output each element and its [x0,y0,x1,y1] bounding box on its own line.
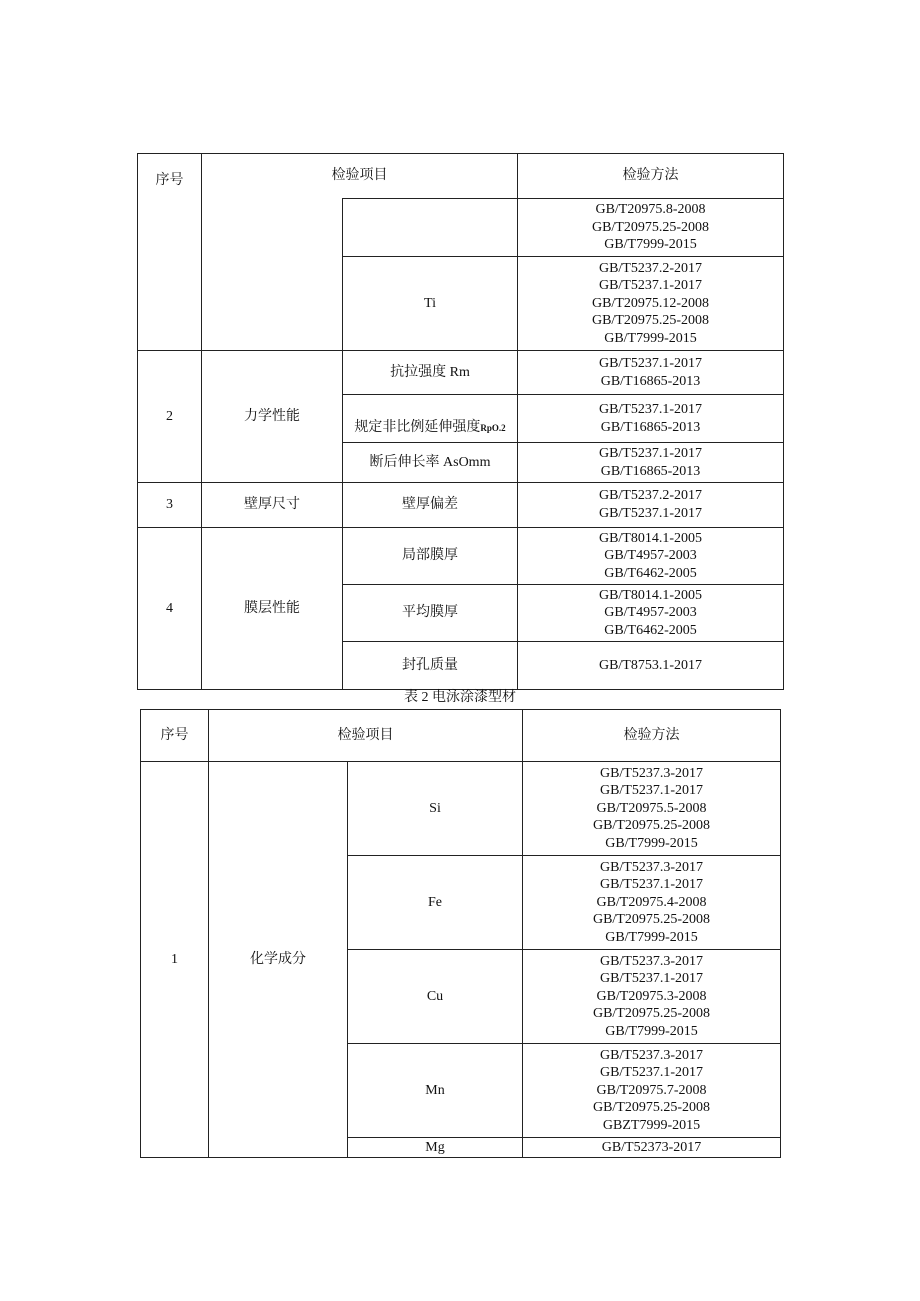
sub-item-cell: Mg [348,1138,523,1158]
method-line: GB/T5237.3-2017 [599,1047,704,1063]
sub-item-cell: Ti [343,257,518,351]
header-seq: 序号 [138,154,202,351]
method-line: GB/T5237.1-2017 [599,877,704,893]
method-line: GB/T20975.7-2008 [596,1082,707,1098]
method-line: GB/T7999-2015 [605,929,698,945]
sub-item-label: 规定非比例延伸强度 [354,420,481,436]
method-line: GB/T20975.25-2008 [591,313,710,329]
method-line: GB/T6462-2005 [604,622,697,638]
table-row [138,199,784,257]
method-line: GB/T16865-2013 [600,463,701,479]
sub-item-cell: 抗拉强度 Rm [343,351,518,395]
method-line: GB/T20975.25-2008 [592,1100,711,1116]
method-cell [523,950,781,1044]
method-line: GB/T8014.1-2005 [598,587,703,603]
sub-item-subscript: RpO.2 [480,423,506,434]
method-line: GB/T5237.3-2017 [599,859,704,875]
method-line: GB/T5237.2-2017 [598,488,703,504]
method-line: GB/T6462-2005 [604,565,697,581]
table-row [141,762,781,856]
method-line: GB/T20975.25-2008 [592,818,711,834]
sub-item-cell: 平均膜厚 [343,585,518,642]
method-cell [518,395,784,443]
method-line: GB/T7999-2015 [604,237,697,253]
sub-item-cell: Fe [348,856,523,950]
method-line: GB/T20975.25-2008 [592,1006,711,1022]
seq-cell: 2 [138,351,202,483]
method-line: GB/T20975.25-2008 [592,912,711,928]
method-line: GB/T7999-2015 [605,835,698,851]
table-row [138,483,784,528]
method-line: GB/T5237.1-2017 [598,278,703,294]
method-cell [523,1138,781,1158]
method-line: GB/T20975.12-2008 [591,295,710,311]
category-cell: 壁厚尺寸 [202,483,343,528]
method-cell [518,199,784,257]
method-line: GB/T5237.2-2017 [598,260,703,276]
sub-item-cell: 局部膜厚 [343,528,518,585]
header-method: 检验方法 [518,154,784,199]
method-line: GB/T5237.3-2017 [599,953,704,969]
table-2-caption: 表 2 电泳涂漆型材 [404,690,516,705]
table-row [138,351,784,395]
method-cell [523,856,781,950]
category-cell-blank [202,199,343,351]
table-header-row [141,710,781,762]
method-line: GB/T5237.3-2017 [599,765,704,781]
sub-item-cell: Mn [348,1044,523,1138]
header-method: 检验方法 [523,710,781,762]
method-cell [518,257,784,351]
category-cell: 力学性能 [202,351,343,483]
sub-item-cell: Cu [348,950,523,1044]
method-line: GB/T5237.1-2017 [598,355,703,371]
method-line: GB/T8753.1-2017 [598,657,703,673]
method-cell [523,1044,781,1138]
table-header-row [138,154,784,199]
method-line: GB/T20975.4-2008 [596,894,707,910]
sub-item-cell: 壁厚偏差 [343,483,518,528]
method-line: GB/T5237.1-2017 [598,506,703,521]
method-line: GBZT7999-2015 [602,1117,701,1133]
method-line: GB/T16865-2013 [600,419,701,435]
inspection-table-2 [140,709,781,1158]
sub-item-cell [343,199,518,257]
method-line: GB/T5237.1-2017 [598,445,703,461]
method-line: GB/T5237.1-2017 [598,401,703,417]
table-row [138,528,784,585]
method-line: GB/T20975.25-2008 [591,219,710,235]
method-line: GB/T7999-2015 [604,330,697,346]
method-line: GB/T5237.1-2017 [599,1065,704,1081]
seq-cell: 3 [138,483,202,528]
sub-item-cell [343,395,518,443]
method-line: GB/T4957-2003 [604,605,697,621]
header-item: 检验项目 [202,154,518,199]
header-seq: 序号 [141,710,209,762]
method-cell [518,585,784,642]
method-line: GB/T52373-2017 [601,1139,702,1155]
method-line: GB/T5237.1-2017 [599,783,704,799]
method-line: GB/T16865-2013 [600,373,701,389]
inspection-table-1 [137,153,784,690]
method-line: GB/T20975.3-2008 [596,988,707,1004]
sub-item-cell: Si [348,762,523,856]
method-cell [518,351,784,395]
header-item: 检验项目 [209,710,523,762]
method-line: GB/T20975.5-2008 [596,800,707,816]
sub-item-cell: 断后伸长率 AsOmm [343,443,518,483]
method-line: GB/T7999-2015 [605,1023,698,1039]
method-cell [523,762,781,856]
method-cell [518,443,784,483]
sub-item-cell: 封孔质量 [343,642,518,690]
seq-cell: 4 [138,528,202,690]
method-line: GB/T5237.1-2017 [599,971,704,987]
method-cell [518,483,784,528]
method-line: GB/T8014.1-2005 [598,530,703,546]
method-cell [518,642,784,690]
method-cell [518,528,784,585]
seq-cell: 1 [141,762,209,1158]
category-cell: 化学成分 [209,762,348,1158]
method-line: GB/T20975.8-2008 [595,202,706,218]
category-cell: 膜层性能 [202,528,343,690]
method-line: GB/T4957-2003 [604,548,697,564]
